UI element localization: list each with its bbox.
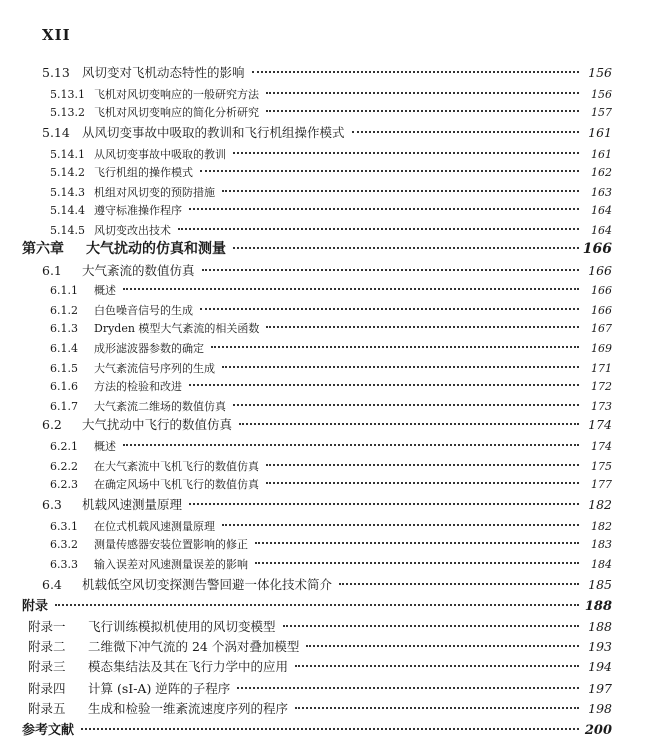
toc-entry-page: 161 [588,125,612,140]
dot-leader [266,482,579,484]
toc-entry-number: 5.13.1 [50,88,85,101]
toc-entry-page: 193 [588,639,612,654]
toc-entry [22,596,612,618]
page-header-number: XII [42,26,71,44]
dot-leader [222,524,579,526]
toc-entry-page: 166 [591,304,612,317]
dot-leader [283,625,579,627]
toc-entry-page: 164 [591,204,612,217]
toc-entry-page: 166 [591,284,612,297]
toc-entry-number: 附录五 [28,701,66,716]
toc-entry-page: 166 [588,263,612,278]
toc-entry-title: 大气扰动的仿真和测量 [86,241,226,257]
toc-entry-number: 5.13.2 [50,106,85,119]
toc-entry-page: 200 [584,723,612,738]
dot-leader [222,190,579,192]
toc-entry-title: 飞行机组的操作模式 [94,166,193,179]
toc-entry [42,260,612,282]
toc-entry-page: 174 [588,417,612,432]
toc-entry-title: 大气紊流的数值仿真 [82,263,195,278]
toc-entry [50,280,612,302]
toc-entry-number: 6.3 [42,497,62,512]
toc-entry-number: 6.3.1 [50,520,78,533]
dot-leader [255,542,579,544]
toc-entry [50,338,612,360]
toc-entry-page: 164 [591,224,612,237]
dot-leader [233,152,579,154]
toc-entry-page: 156 [588,65,612,80]
toc-entry [50,376,612,398]
toc-entry-number: 6.3.2 [50,538,78,551]
dot-leader [222,366,579,368]
dot-leader [255,562,579,564]
toc-entry-page: 185 [588,577,612,592]
toc-entry-page: 197 [588,681,612,696]
toc-entry-page: 177 [591,478,612,491]
toc-entry-number: 附录一 [28,619,66,634]
dot-leader [189,384,579,386]
toc-entry-title: 在位式机载风速测量原理 [94,520,215,533]
dot-leader [233,247,579,249]
toc-entry-number: 附录四 [28,681,66,696]
toc-entry-title: 在确定风场中飞机飞行的数值仿真 [94,478,259,491]
toc-entry-title: 飞机对风切变响应的一般研究方法 [94,88,259,101]
dot-leader [211,346,579,348]
toc-entry [50,318,612,340]
toc-entry-number: 6.1.5 [50,362,78,375]
toc-entry-title: 机组对风切变的预防措施 [94,186,215,199]
dot-leader [202,269,579,271]
toc-entry-title: 概述 [94,440,116,453]
toc-entry [28,656,612,678]
toc-entry-title: 二维微下冲气流的 24 个涡对叠加模型 [88,639,300,654]
toc-entry-title: 机载风速测量原理 [82,497,183,512]
toc-entry [42,414,612,436]
toc-entry-title: 白色噪音信号的生成 [94,304,193,317]
toc-entry-page: 167 [591,322,612,335]
toc-entry-number: 6.1.7 [50,400,78,413]
dot-leader [306,645,579,647]
toc-entry-title: 从风切变事故中吸取的教训 [94,148,226,161]
toc-entry-title: 大气紊流二维场的数值仿真 [94,400,226,413]
dot-leader [237,687,579,689]
toc-entry-number: 6.1 [42,263,62,278]
toc-entry-number: 5.14.5 [50,224,85,237]
toc-entry-number: 6.1.3 [50,322,78,335]
toc-entry-number: 5.14.2 [50,166,85,179]
toc-entry-title: 生成和检验一维紊流速度序列的程序 [88,701,289,716]
toc-entry-number: 附录三 [28,659,66,674]
toc-entry [28,636,612,658]
toc-entry-number: 6.3.3 [50,558,78,571]
toc-entry [50,200,612,222]
toc-entry-title: 参考文献 [22,723,75,738]
toc-entry-title: Dryden 模型大气紊流的相关函数 [94,322,260,335]
toc-entry-number: 6.2.3 [50,478,78,491]
toc-entry-title: 风切变改出技术 [94,224,171,237]
toc-entry-page: 172 [591,380,612,393]
dot-leader [200,308,579,310]
toc-entry [50,162,612,184]
dot-leader [81,728,579,730]
toc-entry-page: 188 [584,599,612,614]
dot-leader [295,707,579,709]
toc-entry-title: 附录 [22,599,49,614]
toc-entry-page: 182 [588,497,612,512]
toc-entry-number: 6.1.2 [50,304,78,317]
toc-entry-page: 194 [588,659,612,674]
toc-entry-page: 173 [591,400,612,413]
toc-entry-title: 在大气紊流中飞机飞行的数值仿真 [94,460,259,473]
toc-entry-number: 6.2.2 [50,460,78,473]
dot-leader [123,288,579,290]
toc-entry-page: 188 [588,619,612,634]
toc-entry-title: 风切变对飞机动态特性的影响 [82,65,245,80]
toc-entry-title: 遵守标准操作程序 [94,204,182,217]
toc-entry [42,494,612,516]
dot-leader [189,208,579,210]
toc-entry [50,474,612,496]
toc-entry-number: 附录二 [28,639,66,654]
dot-leader [266,92,579,94]
toc-entry [42,574,612,596]
dot-leader [200,170,579,172]
toc-entry-page: 156 [591,88,612,101]
toc-entry-title: 概述 [94,284,116,297]
toc-entry-page: 166 [582,241,612,257]
toc-entry-number: 6.4 [42,577,62,592]
toc-entry [22,238,612,260]
dot-leader [266,110,579,112]
toc-entry-number: 6.1.1 [50,284,78,297]
toc-entry-page: 175 [591,460,612,473]
toc-entry [28,616,612,638]
dot-leader [252,71,579,73]
toc-entry [50,554,612,576]
toc-entry-title: 输入误差对风速测量误差的影响 [94,558,248,571]
toc-entry-title: 机载低空风切变探测告警回避一体化技术简介 [82,577,333,592]
toc-entry-page: 183 [591,538,612,551]
toc-entry-title: 成形滤波器参数的确定 [94,342,204,355]
toc-entry-page: 163 [591,186,612,199]
toc-entry-page: 162 [591,166,612,179]
toc-entry-number: 6.1.6 [50,380,78,393]
toc-entry-number: 5.14.1 [50,148,85,161]
dot-leader [55,604,579,606]
dot-leader [178,228,579,230]
toc-entry-title: 方法的检验和改进 [94,380,182,393]
toc-entry-number: 第六章 [22,241,64,257]
toc-entry [42,62,612,84]
dot-leader [352,131,579,133]
dot-leader [233,404,579,406]
toc-entry-number: 5.13 [42,65,70,80]
dot-leader [266,464,579,466]
toc-entry-number: 6.1.4 [50,342,78,355]
dot-leader [239,423,579,425]
toc-entry-number: 5.14.3 [50,186,85,199]
toc-entry-page: 169 [591,342,612,355]
toc-entry-number: 5.14.4 [50,204,85,217]
toc-entry-number: 6.2.1 [50,440,78,453]
dot-leader [123,444,579,446]
dot-leader [189,503,579,505]
toc-entry-title: 模态集结法及其在飞行力学中的应用 [88,659,289,674]
toc-entry [50,436,612,458]
toc-entry-number: 6.2 [42,417,62,432]
toc-entry-page: 198 [588,701,612,716]
toc-entry-page: 157 [591,106,612,119]
toc-entry-title: 飞机对风切变响应的简化分析研究 [94,106,259,119]
toc-entry-page: 182 [591,520,612,533]
dot-leader [339,583,579,585]
toc-entry-title: 大气紊流信号序列的生成 [94,362,215,375]
toc-entry-page: 171 [591,362,612,375]
dot-leader [295,665,579,667]
toc-entry-page: 174 [591,440,612,453]
toc-entry-number: 5.14 [42,125,70,140]
toc-entry [50,534,612,556]
toc-entry-title: 测量传感器安装位置影响的修正 [94,538,248,551]
toc-entry-page: 161 [591,148,612,161]
toc-entry-title: 从风切变事故中吸取的教训和飞行机组操作模式 [82,125,345,140]
toc-entry [28,678,612,700]
toc-entry [42,122,612,144]
toc-entry [50,102,612,124]
dot-leader [266,326,579,328]
toc-entry-title: 计算 (sI-A) 逆阵的子程序 [88,681,231,696]
toc-entry-title: 飞行训练模拟机使用的风切变模型 [88,619,276,634]
toc-entry-page: 184 [591,558,612,571]
toc-entry-title: 大气扰动中飞行的数值仿真 [82,417,233,432]
toc-entry [22,720,612,742]
